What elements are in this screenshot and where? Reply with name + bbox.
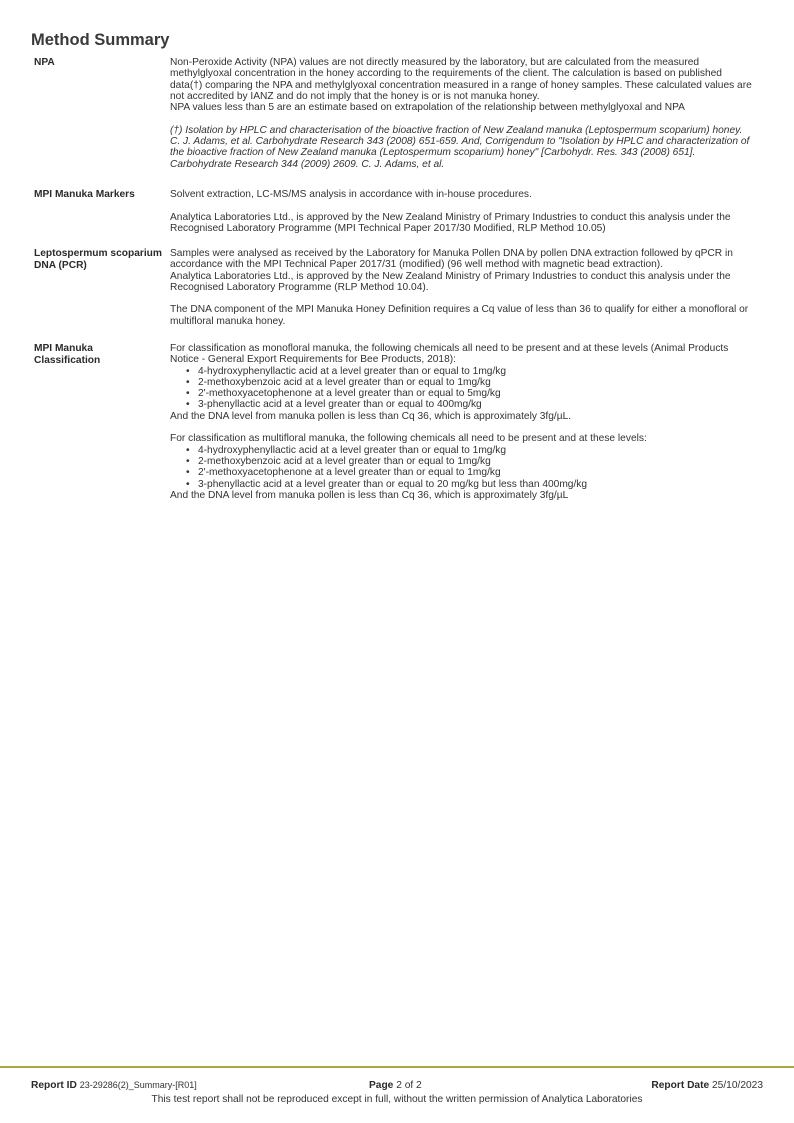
paragraph: The DNA component of the MPI Manuka Honey Definition requires a Cq value of less than 36 to qualify for either a monofloral or multifloral manuka honey. [170,304,749,327]
list-item: • 2-methoxybenzoic acid at a level greater than or equal to 1mg/kg [198,456,754,467]
list-item: • 2-methoxybenzoic acid at a level greater than or equal to 1mg/kg [198,377,754,388]
page-title: Method Summary [31,31,170,49]
section-dna-pcr [34,248,754,336]
section-body [170,248,754,327]
list-item: • 3-phenyllactic acid at a level greater than or equal to 20 mg/kg but less than 400mg/kg [198,479,754,490]
monofloral-list [170,366,754,411]
section-label: NPA [34,57,55,68]
footer-rule [0,1066,794,1068]
report-id-value: 23-29286(2)_Summary-[R01] [79,1080,197,1090]
report-date-label: Report Date [651,1080,710,1091]
section-label: MPI Manuka Classification [34,343,101,366]
list-item: • 4-hydroxyphenyllactic acid at a level greater than or equal to 1mg/kg [198,445,754,456]
paragraph: Analytica Laboratories Ltd., is approved by the New Zealand Ministry of Primary Industries to conduct this analysis under the Recognised Laboratory Programme (MPI Technical Paper 2017/30 Modified, RLP Method 10.05) [170,211,731,234]
footer-disclaimer: This test report shall not be reproduced except in full, without the written permission of Analytica Laboratories [151,1094,643,1105]
section-body [170,343,754,501]
section-classification [34,343,754,523]
section-npa [34,57,754,182]
page-label: Page [369,1080,394,1091]
list-item: • 3-phenyllactic acid at a level greater than or equal to 400mg/kg [198,399,754,410]
list-item: • 2'-methoxyacetophenone at a level greater than or equal to 1mg/kg [198,467,754,478]
page-number [369,1080,422,1091]
report-date [651,1080,763,1091]
section-label: Leptospermum scoparium DNA (PCR) [34,248,162,271]
multifloral-dna-note: And the DNA level from manuka pollen is less than Cq 36, which is approximately 3fg/µL [170,489,569,501]
multifloral-intro: For classification as multifloral manuka, the following chemicals all need to be present and at these levels: [170,433,647,445]
multifloral-list [170,445,754,490]
monofloral-intro: For classification as monofloral manuka, the following chemicals all need to be present and at these levels (Animal Products Notice - General Export Requirements for Bee Products, 2018): [170,343,729,366]
report-id [31,1080,197,1091]
section-body [170,57,754,170]
section-label: MPI Manuka Markers [34,189,135,200]
report-id-label: Report ID [31,1080,77,1091]
reference-paragraph: (†) Isolation by HPLC and characterisation of the bioactive fraction of New Zealand manuka (Leptospermum scoparium) honey. C. J. Adams, et al. Carbohydrate Research 343 (2008) 651-659. And, Corrigendum to "Isolation by HPLC and characterization of the bioactive fraction of New Zealand manuka (Leptospermum scoparium) honey" [Carbohydr. Res. 343 (2008) 651]. Carbohydrate Research 344 (2009) 2609. C. J. Adams, et al. [170,124,750,170]
list-item: • 4-hydroxyphenyllactic acid at a level greater than or equal to 1mg/kg [198,366,754,377]
paragraph: Solvent extraction, LC-MS/MS analysis in accordance with in-house procedures. [170,189,532,200]
report-date-value: 25/10/2023 [712,1080,763,1091]
paragraph: NPA values less than 5 are an estimate based on extrapolation of the relationship between methylglyoxal and NPA [170,102,685,114]
list-item: • 2'-methoxyacetophenone at a level greater than or equal to 5mg/kg [198,388,754,399]
section-body [170,189,754,234]
section-mpi-markers [34,189,754,239]
paragraph: Analytica Laboratories Ltd., is approved by the New Zealand Ministry of Primary Industries to conduct this analysis under the Recognised Laboratory Programme (RLP Method 10.04). [170,270,731,293]
paragraph: Non-Peroxide Activity (NPA) values are not directly measured by the laboratory, but are calculated from the measured methylglyoxal concentration in the honey according to the requirements of the client. The calculation is based on published data(†) comparing the NPA and methylglyoxal concentration measured in a range of honey samples. These calculated values are not accredited by IANZ and do not imply that the honey is or is not manuka honey. [170,57,752,102]
page-value: 2 of 2 [396,1080,422,1091]
paragraph: Samples were analysed as received by the Laboratory for Manuka Pollen DNA by pollen DNA extraction followed by qPCR in accordance with the MPI Technical Paper 2017/31 (modified) (96 well method with magnetic bead extraction). [170,248,733,271]
monofloral-dna-note: And the DNA level from manuka pollen is less than Cq 36, which is approximately 3fg/µL. [170,410,572,422]
